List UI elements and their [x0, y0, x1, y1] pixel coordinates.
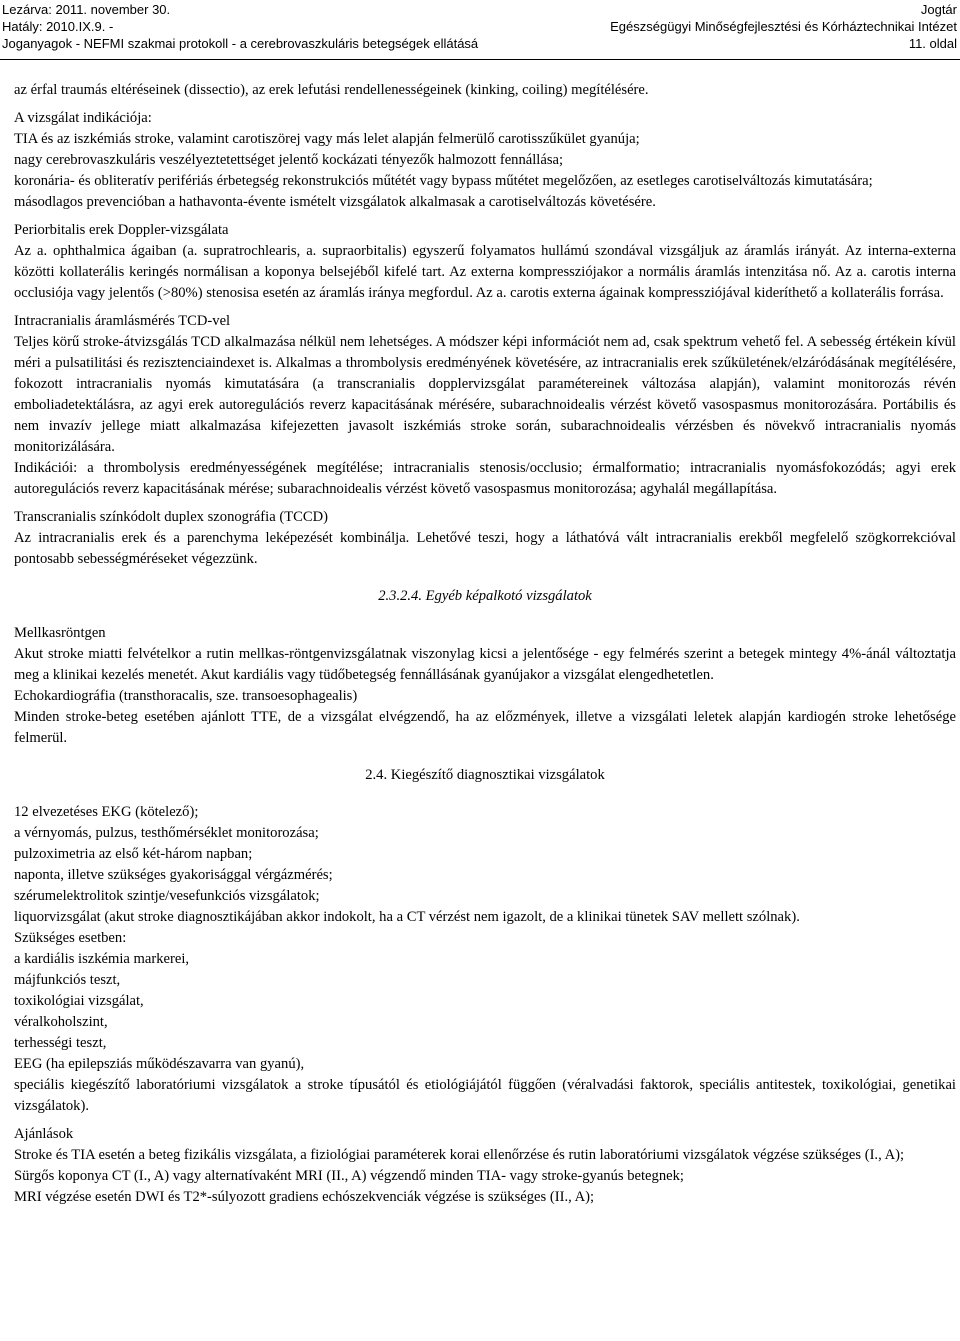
optional-item: véralkoholszint, — [14, 1014, 108, 1030]
document-body — [14, 80, 956, 1208]
list-item: naponta, illetve szükséges gyakorisággal vérgázmérés; — [14, 867, 333, 883]
tccd-paragraph: Az intracranialis erek és a parenchyma leképezését kombinálja. Lehetővé teszi, hogy a láthatóvá vált intracranialis erekből megfelelő szögkorrekcióval pontosabb sebességméréseket végezzünk. — [14, 530, 956, 567]
section-heading-tcd: Intracranialis áramlásmérés TCD-vel — [14, 313, 231, 329]
indication-item: másodlagos prevencióban a hathavonta-évente ismételt vizsgálatok alkalmasak a carotiselváltozás követésére. — [14, 194, 656, 210]
indication-item: nagy cerebrovaszkuláris veszélyeztetettséget jelentő kockázati tényezők halmozott fennállása; — [14, 152, 564, 168]
indication-heading: A vizsgálat indikációja: — [14, 110, 152, 126]
tcd-paragraph: Teljes körű stroke-átvizsgálás TCD alkalmazása nélkül nem lehetséges. A módszer képi információt nem ad, csak spektrum vehető fel. A sebesség értékein kívül méri a pulsatilitási és rezisztenciaindexet is. Alkalmas a thrombolysis eredményének követésére, az intracranialis erek szűkületének/elzáródásának megítélésére, fokozott intracranialis nyomás kimutatására (a transcranialis dopplervizsgálat paramétereinek változása alapján), valamint monitorozás révén emboliadetektálásra, az agyi erek autoregulációs reverz kapacitásának mérésére, subarachnoidealis vérzést követő vasospasmus monitorozására. Portábilis és nem invazív jellege miatt alkalmazása kifejezetten javasolt iszkémiás stroke során, subarachnoidealis vérzésben és növekvő intracranialis nyomás monitorizálására. — [14, 334, 956, 455]
optional-item: a kardiális iszkémia markerei, — [14, 951, 190, 967]
header-institute: Egészségügyi Minőségfejlesztési és Kórháztechnikai Intézet — [610, 19, 957, 34]
optional-item: toxikológiai vizsgálat, — [14, 993, 144, 1009]
intro-paragraph: az érfal traumás eltéréseinek (dissectio), az erek lefutási rendellenességeinek (kinking, coiling) megítélésére. — [14, 82, 649, 98]
section-heading-echo: Echokardiográfia (transthoracalis, sze. transoesophagealis) — [14, 688, 358, 704]
header-right — [610, 1, 957, 52]
header-document-title: Joganyagok - NEFMI szakmai protokoll - a cerebrovaszkuláris betegségek ellátásá — [2, 36, 479, 51]
recommendation-item: Stroke és TIA esetén a beteg fizikális vizsgálata, a fiziológiai paraméterek korai ellenőrzése és rutin laboratóriumi vizsgálatok végzése szükséges (I., A); — [14, 1147, 905, 1163]
list-item: a vérnyomás, pulzus, testhőmérséklet monitorozása; — [14, 825, 319, 841]
header-effective-date: Hatály: 2010.IX.9. - — [2, 19, 114, 34]
periorbital-paragraph: Az a. ophthalmica ágaiban (a. supratrochlearis, a. supraorbitalis) egyszerű folyamatos hullámú szondával vizsgáljuk az áramlás irányát. Az interna-externa közötti kollaterális keringés normálisan a koponya belsejéből kifelé tart. Az externa kompressziójakor a normális áramlás intenzitása nő. Az a. carotis interna occlusiója vagy jelentős (>80%) stenosisa esetén az áramlás iránya megfordul. Az a. carotis externa ágainak kompressziójával kideríthető a kollaterális forrása. — [14, 243, 956, 301]
page-header — [0, 0, 960, 60]
chest-xray-paragraph: Akut stroke miatti felvételkor a rutin mellkas-röntgenvizsgálatnak viszonylag kicsi a jelentősége - egy felmérés szerint a betegek mintegy 4%-ánál változtatja meg a klinikai kezelés menetét. Akut kardiális vagy tüdőbetegség fennállásának gyanújakor a vizsgálat elengedhetetlen. — [14, 646, 956, 683]
recommendations-heading: Ajánlások — [14, 1126, 74, 1142]
section-heading-chest-xray: Mellkasröntgen — [14, 625, 106, 641]
optional-item: májfunkciós teszt, — [14, 972, 121, 988]
list-item: 12 elvezetéses EKG (kötelező); — [14, 804, 199, 820]
section-heading-periorbital: Periorbitalis erek Doppler-vizsgálata — [14, 222, 229, 238]
section-heading-2-3-2-4: 2.3.2.4. Egyéb képalkotó vizsgálatok — [378, 588, 592, 604]
header-left — [2, 1, 478, 52]
tcd-indications: Indikációi: a thrombolysis eredményességének megítélése; intracranialis stenosis/occlusio; érmalformatio; intracranialis nyomásfokozódás; agyi erek autoregulációs reverz kapacitásának mérése; subarachnoidealis vérzést követő vasospasmus monitorozása; agyhalál megállapítása. — [14, 460, 956, 497]
section-heading-2-4: 2.4. Kiegészítő diagnosztikai vizsgálatok — [365, 767, 605, 783]
indication-item: koronária- és obliteratív perifériás érbetegség rekonstrukciós műtétét vagy bypass műtétet megelőzően, az esetleges carotiselváltozás kimutatására; — [14, 173, 873, 189]
optional-item: speciális kiegészítő laboratóriumi vizsgálatok a stroke típusától és etiológiájától függően (véralvadási faktorok, speciális antitestek, toxikológiai, genetikai vizsgálatok). — [14, 1077, 956, 1114]
header-closed-date: Lezárva: 2011. november 30. — [2, 2, 171, 17]
echo-paragraph: Minden stroke-beteg esetében ajánlott TTE, de a vizsgálat elvégzendő, ha az előzmények, illetve a vizsgálati leletek alapján kardiogén stroke lehetősége felmerül. — [14, 709, 956, 746]
recommendation-item: MRI végzése esetén DWI és T2*-súlyozott gradiens echószekvenciák végzése is szükséges (II., A); — [14, 1189, 595, 1205]
list-item: liquorvizsgálat (akut stroke diagnosztikájában akkor indokolt, ha a CT vérzést nem igazolt, de a klinikai tünetek SAV mellett szólnak). — [14, 909, 800, 925]
list-item: szérumelektrolitok szintje/vesefunkciós vizsgálatok; — [14, 888, 320, 904]
list-item: pulzoximetria az első két-három napban; — [14, 846, 253, 862]
optional-heading: Szükséges esetben: — [14, 930, 127, 946]
section-heading-tccd: Transcranialis színkódolt duplex szonográfia (TCCD) — [14, 509, 328, 525]
indication-item: TIA és az iszkémiás stroke, valamint carotiszörej vagy más lelet alapján felmerülő carotisszűkület gyanúja; — [14, 131, 640, 147]
optional-item: terhességi teszt, — [14, 1035, 107, 1051]
page-number: 11. oldal — [908, 36, 957, 51]
recommendation-item: Sürgős koponya CT (I., A) vagy alternatívaként MRI (II., A) végzendő minden TIA- vagy stroke-gyanús betegnek; — [14, 1168, 684, 1184]
header-divider — [0, 59, 960, 60]
optional-item: EEG (ha epilepsziás működészavarra van gyanú), — [14, 1056, 305, 1072]
header-publisher: Jogtár — [920, 2, 957, 17]
